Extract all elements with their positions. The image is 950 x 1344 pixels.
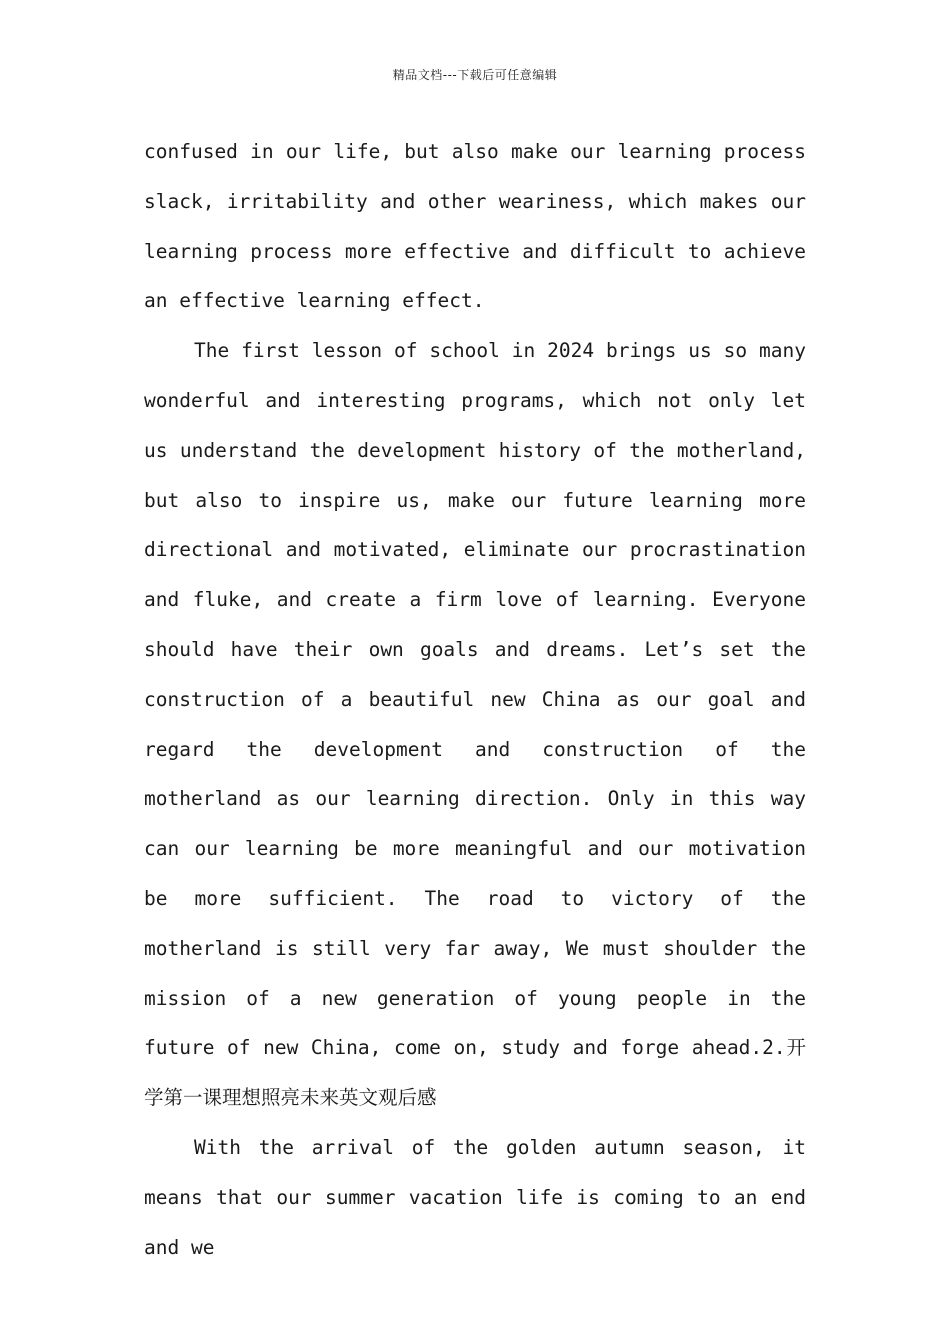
page-header: 精品文档---下载后可任意编辑	[392, 68, 558, 82]
paragraph-golden-autumn: With the arrival of the golden autumn season, it means that our summer vacation life is coming to an end and we	[144, 1135, 806, 1259]
paragraph-continuation: confused in our life, but also make our learning process slack, irritability and other weariness, which makes our learning process more effective and difficult to achieve an effective learning effect.	[144, 140, 806, 313]
paragraph-first-lesson: The first lesson of school in 2024 brings us so many wonderful and interesting programs, which not only let us understand the development history of the motherland, but also to inspire us, make our future learning more directional and motivated, eliminate our procrastination and fluke, and create a firm love of learning. Everyone should have their own goals and dreams. Let’s set the construction of a beautiful new China as our goal and regard the development and construction of the motherland as our learning direction. Only in this way can our learning be more meaningful and our motivation be more sufficient. The road to victory of the motherland is still very far away, We must shoulder the mission of a new generation of young people in the future of new China, come on, study and forge ahead.2.开学第一课理想照亮未来英文观后感	[144, 339, 806, 1110]
document-body	[144, 127, 806, 1272]
